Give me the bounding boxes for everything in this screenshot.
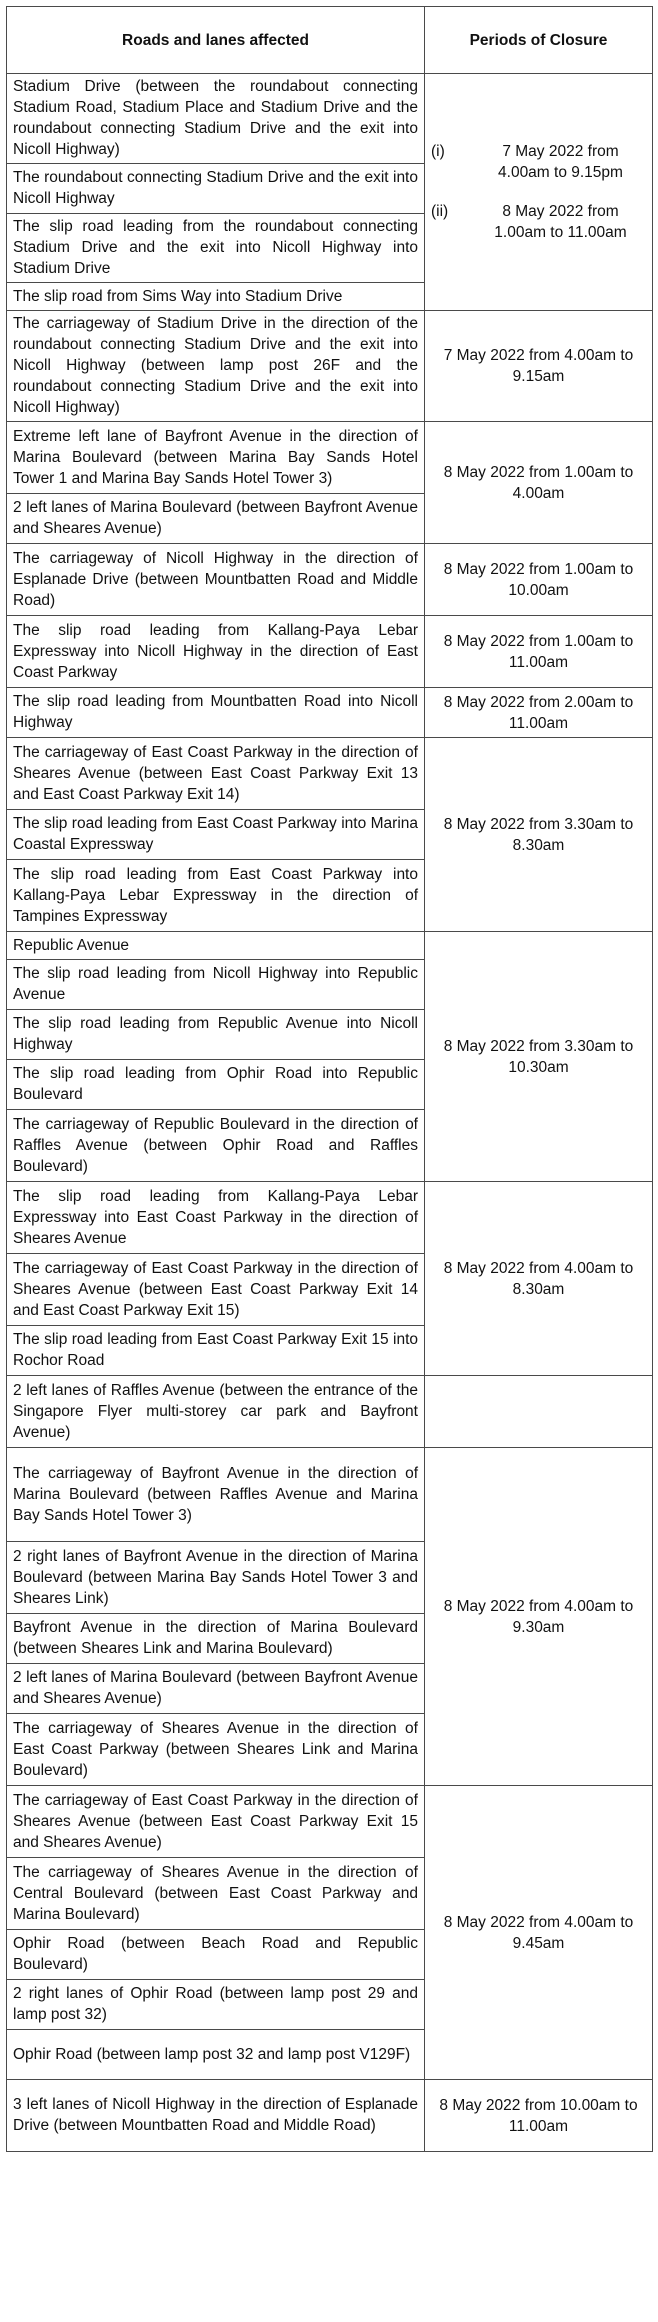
road-cell: The carriageway of Bayfront Avenue in the direction of Marina Boulevard (between Raffles Avenue and Marina Bay Sands Hotel Tower 3) [7, 1448, 425, 1542]
table-row [7, 544, 653, 616]
road-cell: 2 right lanes of Bayfront Avenue in the direction of Marina Boulevard (between Marina Bay Sands Hotel Tower 3 and Sheares Link) [7, 1542, 425, 1614]
period-cell-empty [425, 1376, 653, 1448]
table-row [7, 738, 653, 810]
period-item-text: 7 May 2022 from 4.00am to 9.15pm [498, 143, 623, 181]
road-cell: Stadium Drive (between the roundabout connecting Stadium Road, Stadium Place and Stadium Drive and the roundabout connecting Stadium Drive and the exit into Nicoll Highway) [7, 74, 425, 164]
road-cell: The slip road from Sims Way into Stadium Drive [7, 283, 425, 311]
road-cell: The slip road leading from Nicoll Highway into Republic Avenue [7, 960, 425, 1010]
road-cell: The slip road leading from the roundabout connecting Stadium Drive and the exit into Nicoll Highway into Stadium Drive [7, 214, 425, 283]
period-cell: 8 May 2022 from 4.00am to 8.30am [425, 1182, 653, 1376]
period-cell: 8 May 2022 from 3.30am to 10.30am [425, 932, 653, 1182]
road-cell: 3 left lanes of Nicoll Highway in the direction of Esplanade Drive (between Mountbatten Road and Middle Road) [7, 2080, 425, 2152]
table-row [7, 932, 653, 960]
period-cell: 8 May 2022 from 1.00am to 4.00am [425, 422, 653, 544]
period-cell: 7 May 2022 from 4.00am to 9.15am [425, 311, 653, 422]
road-cell: The carriageway of Stadium Drive in the direction of the roundabout connecting Stadium Drive and the exit into Nicoll Highway (between lamp post 26F and the roundabout connecting Stadium Drive and the exit into Nicoll Highway) [7, 311, 425, 422]
road-cell: The slip road leading from Republic Avenue into Nicoll Highway [7, 1010, 425, 1060]
road-cell: The carriageway of Sheares Avenue in the direction of Central Boulevard (between East Coast Parkway and Marina Boulevard) [7, 1858, 425, 1930]
table-row [7, 74, 653, 164]
road-cell: The carriageway of East Coast Parkway in the direction of Sheares Avenue (between East Coast Parkway Exit 15 and Sheares Avenue) [7, 1786, 425, 1858]
period-cell: 8 May 2022 from 1.00am to 11.00am [425, 616, 653, 688]
period-list-item [431, 141, 646, 183]
period-cell: 8 May 2022 from 3.30am to 8.30am [425, 738, 653, 932]
road-cell: The slip road leading from Kallang-Paya Lebar Expressway into Nicoll Highway in the direction of East Coast Parkway [7, 616, 425, 688]
road-cell: 2 right lanes of Ophir Road (between lamp post 29 and lamp post 32) [7, 1980, 425, 2030]
roads-column-header: Roads and lanes affected [7, 7, 425, 74]
road-cell: The carriageway of East Coast Parkway in the direction of Sheares Avenue (between East Coast Parkway Exit 13 and East Coast Parkway Exit 14) [7, 738, 425, 810]
road-cell: Ophir Road (between Beach Road and Republic Boulevard) [7, 1930, 425, 1980]
table-row [7, 1182, 653, 1254]
road-cell: 2 left lanes of Raffles Avenue (between the entrance of the Singapore Flyer multi-storey car park and Bayfront Avenue) [7, 1376, 425, 1448]
road-cell: The slip road leading from Kallang-Paya Lebar Expressway into East Coast Parkway in the direction of Sheares Avenue [7, 1182, 425, 1254]
table-row [7, 2080, 653, 2152]
period-item-number: (ii) [431, 203, 449, 220]
period-cell: 8 May 2022 from 2.00am to 11.00am [425, 688, 653, 738]
road-cell: Ophir Road (between lamp post 32 and lamp post V129F) [7, 2030, 425, 2080]
table-row [7, 422, 653, 494]
period-list [431, 141, 646, 243]
road-cell: The roundabout connecting Stadium Drive and the exit into Nicoll Highway [7, 164, 425, 214]
road-cell: The slip road leading from East Coast Parkway into Kallang-Paya Lebar Expressway in the direction of Tampines Expressway [7, 860, 425, 932]
period-cell [425, 74, 653, 311]
period-item-text: 8 May 2022 from 1.00am to 11.00am [494, 203, 627, 241]
table-row [7, 616, 653, 688]
road-closure-table [6, 6, 653, 2152]
road-cell: Extreme left lane of Bayfront Avenue in the direction of Marina Boulevard (between Marina Bay Sands Hotel Tower 1 and Marina Bay Sands Hotel Tower 3) [7, 422, 425, 494]
periods-column-header: Periods of Closure [425, 7, 653, 74]
period-cell: 8 May 2022 from 1.00am to 10.00am [425, 544, 653, 616]
period-cell: 8 May 2022 from 4.00am to 9.30am [425, 1448, 653, 1786]
period-cell: 8 May 2022 from 4.00am to 9.45am [425, 1786, 653, 2080]
road-cell: Republic Avenue [7, 932, 425, 960]
road-cell: Bayfront Avenue in the direction of Marina Boulevard (between Sheares Link and Marina Boulevard) [7, 1614, 425, 1664]
table-row [7, 1448, 653, 1542]
road-cell: 2 left lanes of Marina Boulevard (between Bayfront Avenue and Sheares Avenue) [7, 494, 425, 544]
table-row [7, 1376, 653, 1448]
table-row [7, 1786, 653, 1858]
road-cell: The slip road leading from East Coast Parkway Exit 15 into Rochor Road [7, 1326, 425, 1376]
road-cell: The slip road leading from Ophir Road into Republic Boulevard [7, 1060, 425, 1110]
road-cell: 2 left lanes of Marina Boulevard (between Bayfront Avenue and Sheares Avenue) [7, 1664, 425, 1714]
header-row [7, 7, 653, 74]
period-cell: 8 May 2022 from 10.00am to 11.00am [425, 2080, 653, 2152]
period-list-item [431, 201, 646, 243]
period-item-number: (i) [431, 143, 445, 160]
road-cell: The carriageway of Nicoll Highway in the direction of Esplanade Drive (between Mountbatten Road and Middle Road) [7, 544, 425, 616]
table-row [7, 311, 653, 422]
road-cell: The slip road leading from East Coast Parkway into Marina Coastal Expressway [7, 810, 425, 860]
road-cell: The slip road leading from Mountbatten Road into Nicoll Highway [7, 688, 425, 738]
road-cell: The carriageway of Sheares Avenue in the direction of East Coast Parkway (between Sheares Link and Marina Boulevard) [7, 1714, 425, 1786]
table-row [7, 688, 653, 738]
road-cell: The carriageway of East Coast Parkway in the direction of Sheares Avenue (between East Coast Parkway Exit 14 and East Coast Parkway Exit 15) [7, 1254, 425, 1326]
road-cell: The carriageway of Republic Boulevard in the direction of Raffles Avenue (between Ophir Road and Raffles Boulevard) [7, 1110, 425, 1182]
